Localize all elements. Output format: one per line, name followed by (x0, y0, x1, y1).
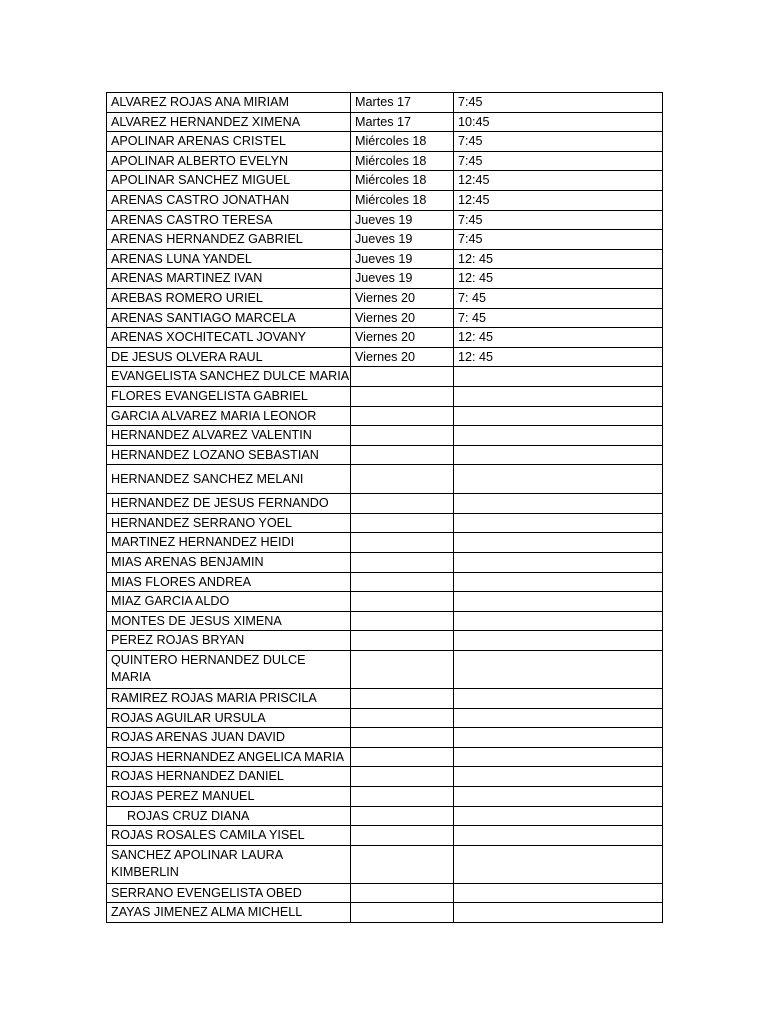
day-cell (351, 787, 454, 807)
student-name-cell: RAMIREZ ROJAS MARIA PRISCILA (107, 689, 351, 709)
student-name-cell: SERRANO EVENGELISTA OBED (107, 883, 351, 903)
table-row (107, 767, 663, 787)
time-cell (454, 494, 663, 514)
time-cell (454, 592, 663, 612)
day-cell (351, 747, 454, 767)
student-name-cell: ROJAS ROSALES CAMILA YISEL (107, 826, 351, 846)
table-row (107, 533, 663, 553)
table-row (107, 787, 663, 807)
student-name-cell: QUINTERO HERNANDEZ DULCE MARIA (107, 651, 351, 689)
time-cell: 7:45 (454, 132, 663, 152)
day-cell: Jueves 19 (351, 230, 454, 250)
day-cell: Jueves 19 (351, 210, 454, 230)
time-cell: 7:45 (454, 151, 663, 171)
student-name-cell: SANCHEZ APOLINAR LAURA KIMBERLIN (107, 845, 351, 883)
time-cell (454, 631, 663, 651)
day-cell: Jueves 19 (351, 269, 454, 289)
day-cell: Viernes 20 (351, 308, 454, 328)
time-cell: 12:45 (454, 171, 663, 191)
table-row (107, 806, 663, 826)
time-cell (454, 572, 663, 592)
day-cell (351, 826, 454, 846)
table-row (107, 171, 663, 191)
student-name-cell: AREBAS ROMERO URIEL (107, 288, 351, 308)
day-cell: Martes 17 (351, 112, 454, 132)
time-cell: 10:45 (454, 112, 663, 132)
student-name-cell: APOLINAR ALBERTO EVELYN (107, 151, 351, 171)
student-name-cell: EVANGELISTA SANCHEZ DULCE MARIA (107, 367, 351, 387)
time-cell: 12: 45 (454, 328, 663, 348)
day-cell (351, 883, 454, 903)
day-cell (351, 572, 454, 592)
table-row (107, 903, 663, 923)
time-cell: 12:45 (454, 190, 663, 210)
time-cell (454, 845, 663, 883)
table-row (107, 288, 663, 308)
day-cell (351, 903, 454, 923)
day-cell (351, 445, 454, 465)
table-row (107, 494, 663, 514)
day-cell (351, 406, 454, 426)
time-cell (454, 708, 663, 728)
day-cell: Miércoles 18 (351, 151, 454, 171)
student-name-cell: APOLINAR SANCHEZ MIGUEL (107, 171, 351, 191)
student-name-cell: ALVAREZ ROJAS ANA MIRIAM (107, 93, 351, 113)
student-name-cell: APOLINAR ARENAS CRISTEL (107, 132, 351, 152)
student-name-cell: FLORES EVANGELISTA GABRIEL (107, 386, 351, 406)
table-row (107, 728, 663, 748)
student-name-cell: DE JESUS OLVERA RAUL (107, 347, 351, 367)
table-row (107, 328, 663, 348)
day-cell: Miércoles 18 (351, 132, 454, 152)
table-row (107, 572, 663, 592)
student-name-cell: ROJAS CRUZ DIANA (107, 806, 351, 826)
table-row (107, 747, 663, 767)
student-name-cell: MIAS ARENAS BENJAMIN (107, 553, 351, 573)
student-name-cell: ALVAREZ HERNANDEZ XIMENA (107, 112, 351, 132)
day-cell (351, 708, 454, 728)
time-cell (454, 553, 663, 573)
table-row (107, 308, 663, 328)
student-name-cell: ROJAS ARENAS JUAN DAVID (107, 728, 351, 748)
table-row (107, 845, 663, 883)
time-cell (454, 513, 663, 533)
table-row (107, 708, 663, 728)
day-cell (351, 592, 454, 612)
day-cell (351, 767, 454, 787)
student-name-cell: ROJAS HERNANDEZ DANIEL (107, 767, 351, 787)
student-name-cell: HERNANDEZ ALVAREZ VALENTIN (107, 426, 351, 446)
day-cell (351, 513, 454, 533)
table-row (107, 210, 663, 230)
table-row (107, 406, 663, 426)
table-row (107, 592, 663, 612)
day-cell: Martes 17 (351, 93, 454, 113)
student-name-cell: HERNANDEZ SERRANO YOEL (107, 513, 351, 533)
schedule-table-body (107, 93, 663, 923)
table-row (107, 465, 663, 494)
table-row (107, 651, 663, 689)
time-cell: 7:45 (454, 210, 663, 230)
table-row (107, 190, 663, 210)
student-name-cell: HERNANDEZ LOZANO SEBASTIAN (107, 445, 351, 465)
time-cell (454, 826, 663, 846)
day-cell (351, 611, 454, 631)
day-cell: Viernes 20 (351, 328, 454, 348)
student-name-cell: ARENAS XOCHITECATL JOVANY (107, 328, 351, 348)
time-cell (454, 533, 663, 553)
student-name-cell: ARENAS LUNA YANDEL (107, 249, 351, 269)
time-cell (454, 386, 663, 406)
time-cell (454, 806, 663, 826)
day-cell: Viernes 20 (351, 288, 454, 308)
student-name-cell: ARENAS HERNANDEZ GABRIEL (107, 230, 351, 250)
time-cell (454, 406, 663, 426)
day-cell (351, 806, 454, 826)
student-name-cell: PEREZ ROJAS BRYAN (107, 631, 351, 651)
table-row (107, 230, 663, 250)
student-name-cell: MIAS FLORES ANDREA (107, 572, 351, 592)
time-cell: 12: 45 (454, 347, 663, 367)
day-cell (351, 631, 454, 651)
time-cell (454, 747, 663, 767)
table-row (107, 631, 663, 651)
student-name-cell: GARCIA ALVAREZ MARIA LEONOR (107, 406, 351, 426)
day-cell (351, 553, 454, 573)
table-row (107, 112, 663, 132)
student-name-cell: ARENAS CASTRO TERESA (107, 210, 351, 230)
student-name-cell: ROJAS PEREZ MANUEL (107, 787, 351, 807)
day-cell (351, 367, 454, 387)
time-cell (454, 426, 663, 446)
table-row (107, 445, 663, 465)
time-cell (454, 883, 663, 903)
table-row (107, 249, 663, 269)
time-cell (454, 787, 663, 807)
time-cell: 7:45 (454, 93, 663, 113)
table-row (107, 513, 663, 533)
student-name-cell: ROJAS HERNANDEZ ANGELICA MARIA (107, 747, 351, 767)
time-cell (454, 767, 663, 787)
time-cell: 12: 45 (454, 249, 663, 269)
day-cell (351, 386, 454, 406)
time-cell: 7: 45 (454, 308, 663, 328)
day-cell (351, 494, 454, 514)
time-cell (454, 611, 663, 631)
table-row (107, 93, 663, 113)
table-row (107, 151, 663, 171)
time-cell: 7:45 (454, 230, 663, 250)
student-name-cell: ROJAS AGUILAR URSULA (107, 708, 351, 728)
time-cell: 12: 45 (454, 269, 663, 289)
day-cell: Miércoles 18 (351, 190, 454, 210)
time-cell (454, 903, 663, 923)
table-row (107, 347, 663, 367)
table-row (107, 611, 663, 631)
day-cell: Miércoles 18 (351, 171, 454, 191)
time-cell (454, 367, 663, 387)
table-row (107, 386, 663, 406)
student-name-cell: HERNANDEZ SANCHEZ MELANI (107, 465, 351, 494)
day-cell (351, 465, 454, 494)
table-row (107, 883, 663, 903)
day-cell (351, 651, 454, 689)
table-row (107, 269, 663, 289)
student-name-cell: ARENAS CASTRO JONATHAN (107, 190, 351, 210)
time-cell: 7: 45 (454, 288, 663, 308)
student-name-cell: MIAZ GARCIA ALDO (107, 592, 351, 612)
day-cell (351, 728, 454, 748)
student-name-cell: ARENAS SANTIAGO MARCELA (107, 308, 351, 328)
table-row (107, 826, 663, 846)
student-name-cell: MONTES DE JESUS XIMENA (107, 611, 351, 631)
schedule-table (106, 92, 663, 923)
table-row (107, 367, 663, 387)
table-row (107, 132, 663, 152)
table-row (107, 426, 663, 446)
time-cell (454, 689, 663, 709)
student-name-cell: ZAYAS JIMENEZ ALMA MICHELL (107, 903, 351, 923)
table-row (107, 689, 663, 709)
day-cell (351, 533, 454, 553)
time-cell (454, 445, 663, 465)
time-cell (454, 728, 663, 748)
student-name-cell: ARENAS MARTINEZ IVAN (107, 269, 351, 289)
student-name-cell: MARTINEZ HERNANDEZ HEIDI (107, 533, 351, 553)
day-cell (351, 845, 454, 883)
day-cell (351, 426, 454, 446)
day-cell (351, 689, 454, 709)
table-row (107, 553, 663, 573)
day-cell: Jueves 19 (351, 249, 454, 269)
time-cell (454, 465, 663, 494)
time-cell (454, 651, 663, 689)
day-cell: Viernes 20 (351, 347, 454, 367)
student-name-cell: HERNANDEZ DE JESUS FERNANDO (107, 494, 351, 514)
